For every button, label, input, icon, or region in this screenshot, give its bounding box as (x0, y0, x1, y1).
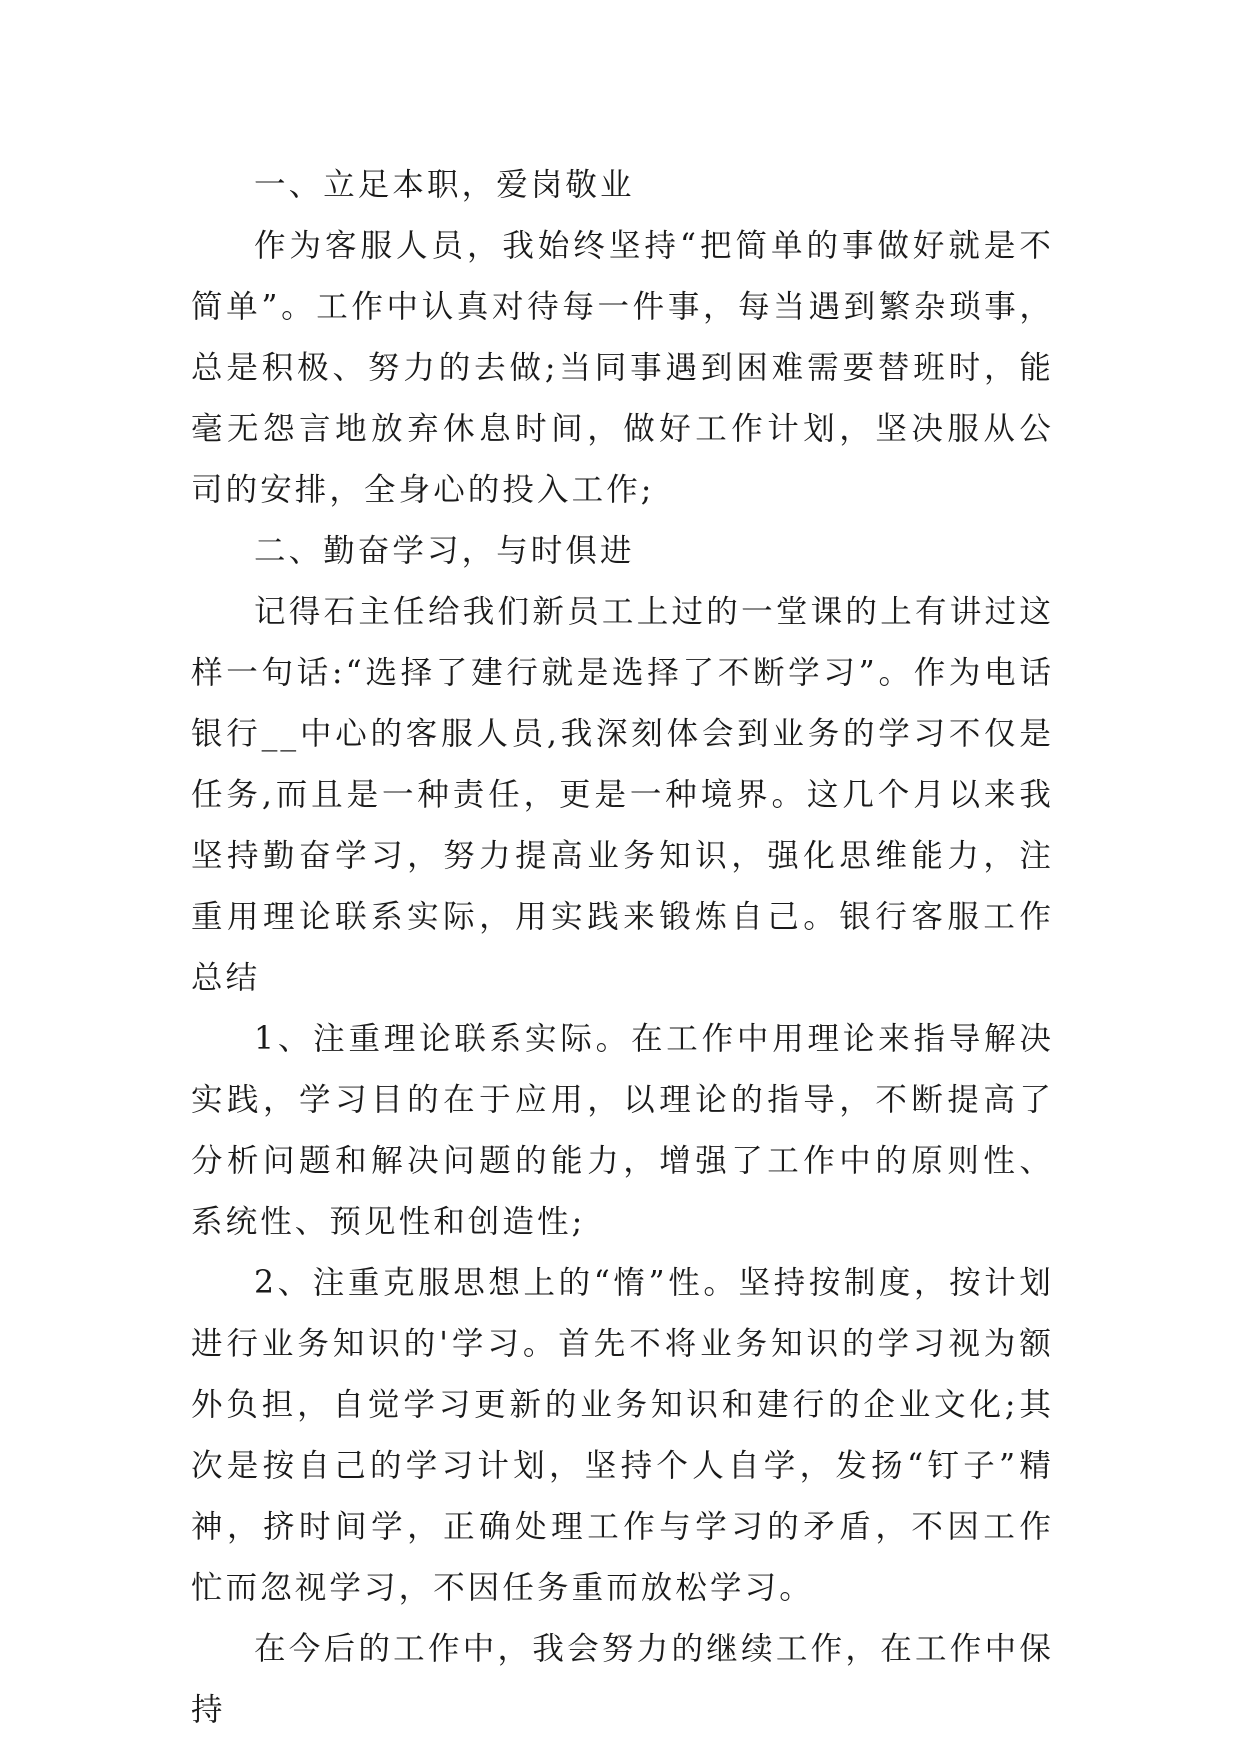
body-paragraph: 记得石主任给我们新员工上过的一堂课的上有讲过这样一句话:“选择了建行就是选择了不断学习”。作为电话银行__中心的客服人员,我深刻体会到业务的学习不仅是任务,而且是一种责任，更是一种境界。这几个月以来我坚持勤奋学习，努力提高业务知识，强化思维能力，注重用理论联系实际，用实践来锻炼自己。银行客服工作总结 (191, 594, 1054, 996)
numbered-paragraph-1: 1、注重理论联系实际。在工作中用理论来指导解决实践，学习目的在于应用，以理论的指导，不断提高了分析问题和解决问题的能力，增强了工作中的原则性、系统性、预见性和创造性; (191, 1021, 1054, 1240)
document-body (191, 155, 1054, 1741)
numbered-paragraph-2: 2、注重克服思想上的“惰”性。坚持按制度，按计划进行业务知识的'学习。首先不将业务知识的学习视为额外负担，自觉学习更新的业务知识和建行的企业文化;其次是按自己的学习计划，坚持个人自学，发扬“钉子”精神，挤时间学，正确处理工作与学习的矛盾，不因工作忙而忽视学习，不因任务重而放松学习。 (191, 1265, 1054, 1606)
section-heading-1: 一、立足本职，爱岗敬业 (254, 167, 635, 203)
body-paragraph: 作为客服人员，我始终坚持“把简单的事做好就是不简单”。工作中认真对待每一件事，每当遇到繁杂琐事，总是积极、努力的去做;当同事遇到困难需要替班时，能毫无怨言地放弃休息时间，做好工作计划，坚决服从公司的安排，全身心的投入工作; (191, 228, 1054, 508)
section-heading-2: 二、勤奋学习，与时俱进 (254, 533, 635, 569)
body-paragraph: 在今后的工作中，我会努力的继续工作，在工作中保持 (191, 1631, 1054, 1728)
